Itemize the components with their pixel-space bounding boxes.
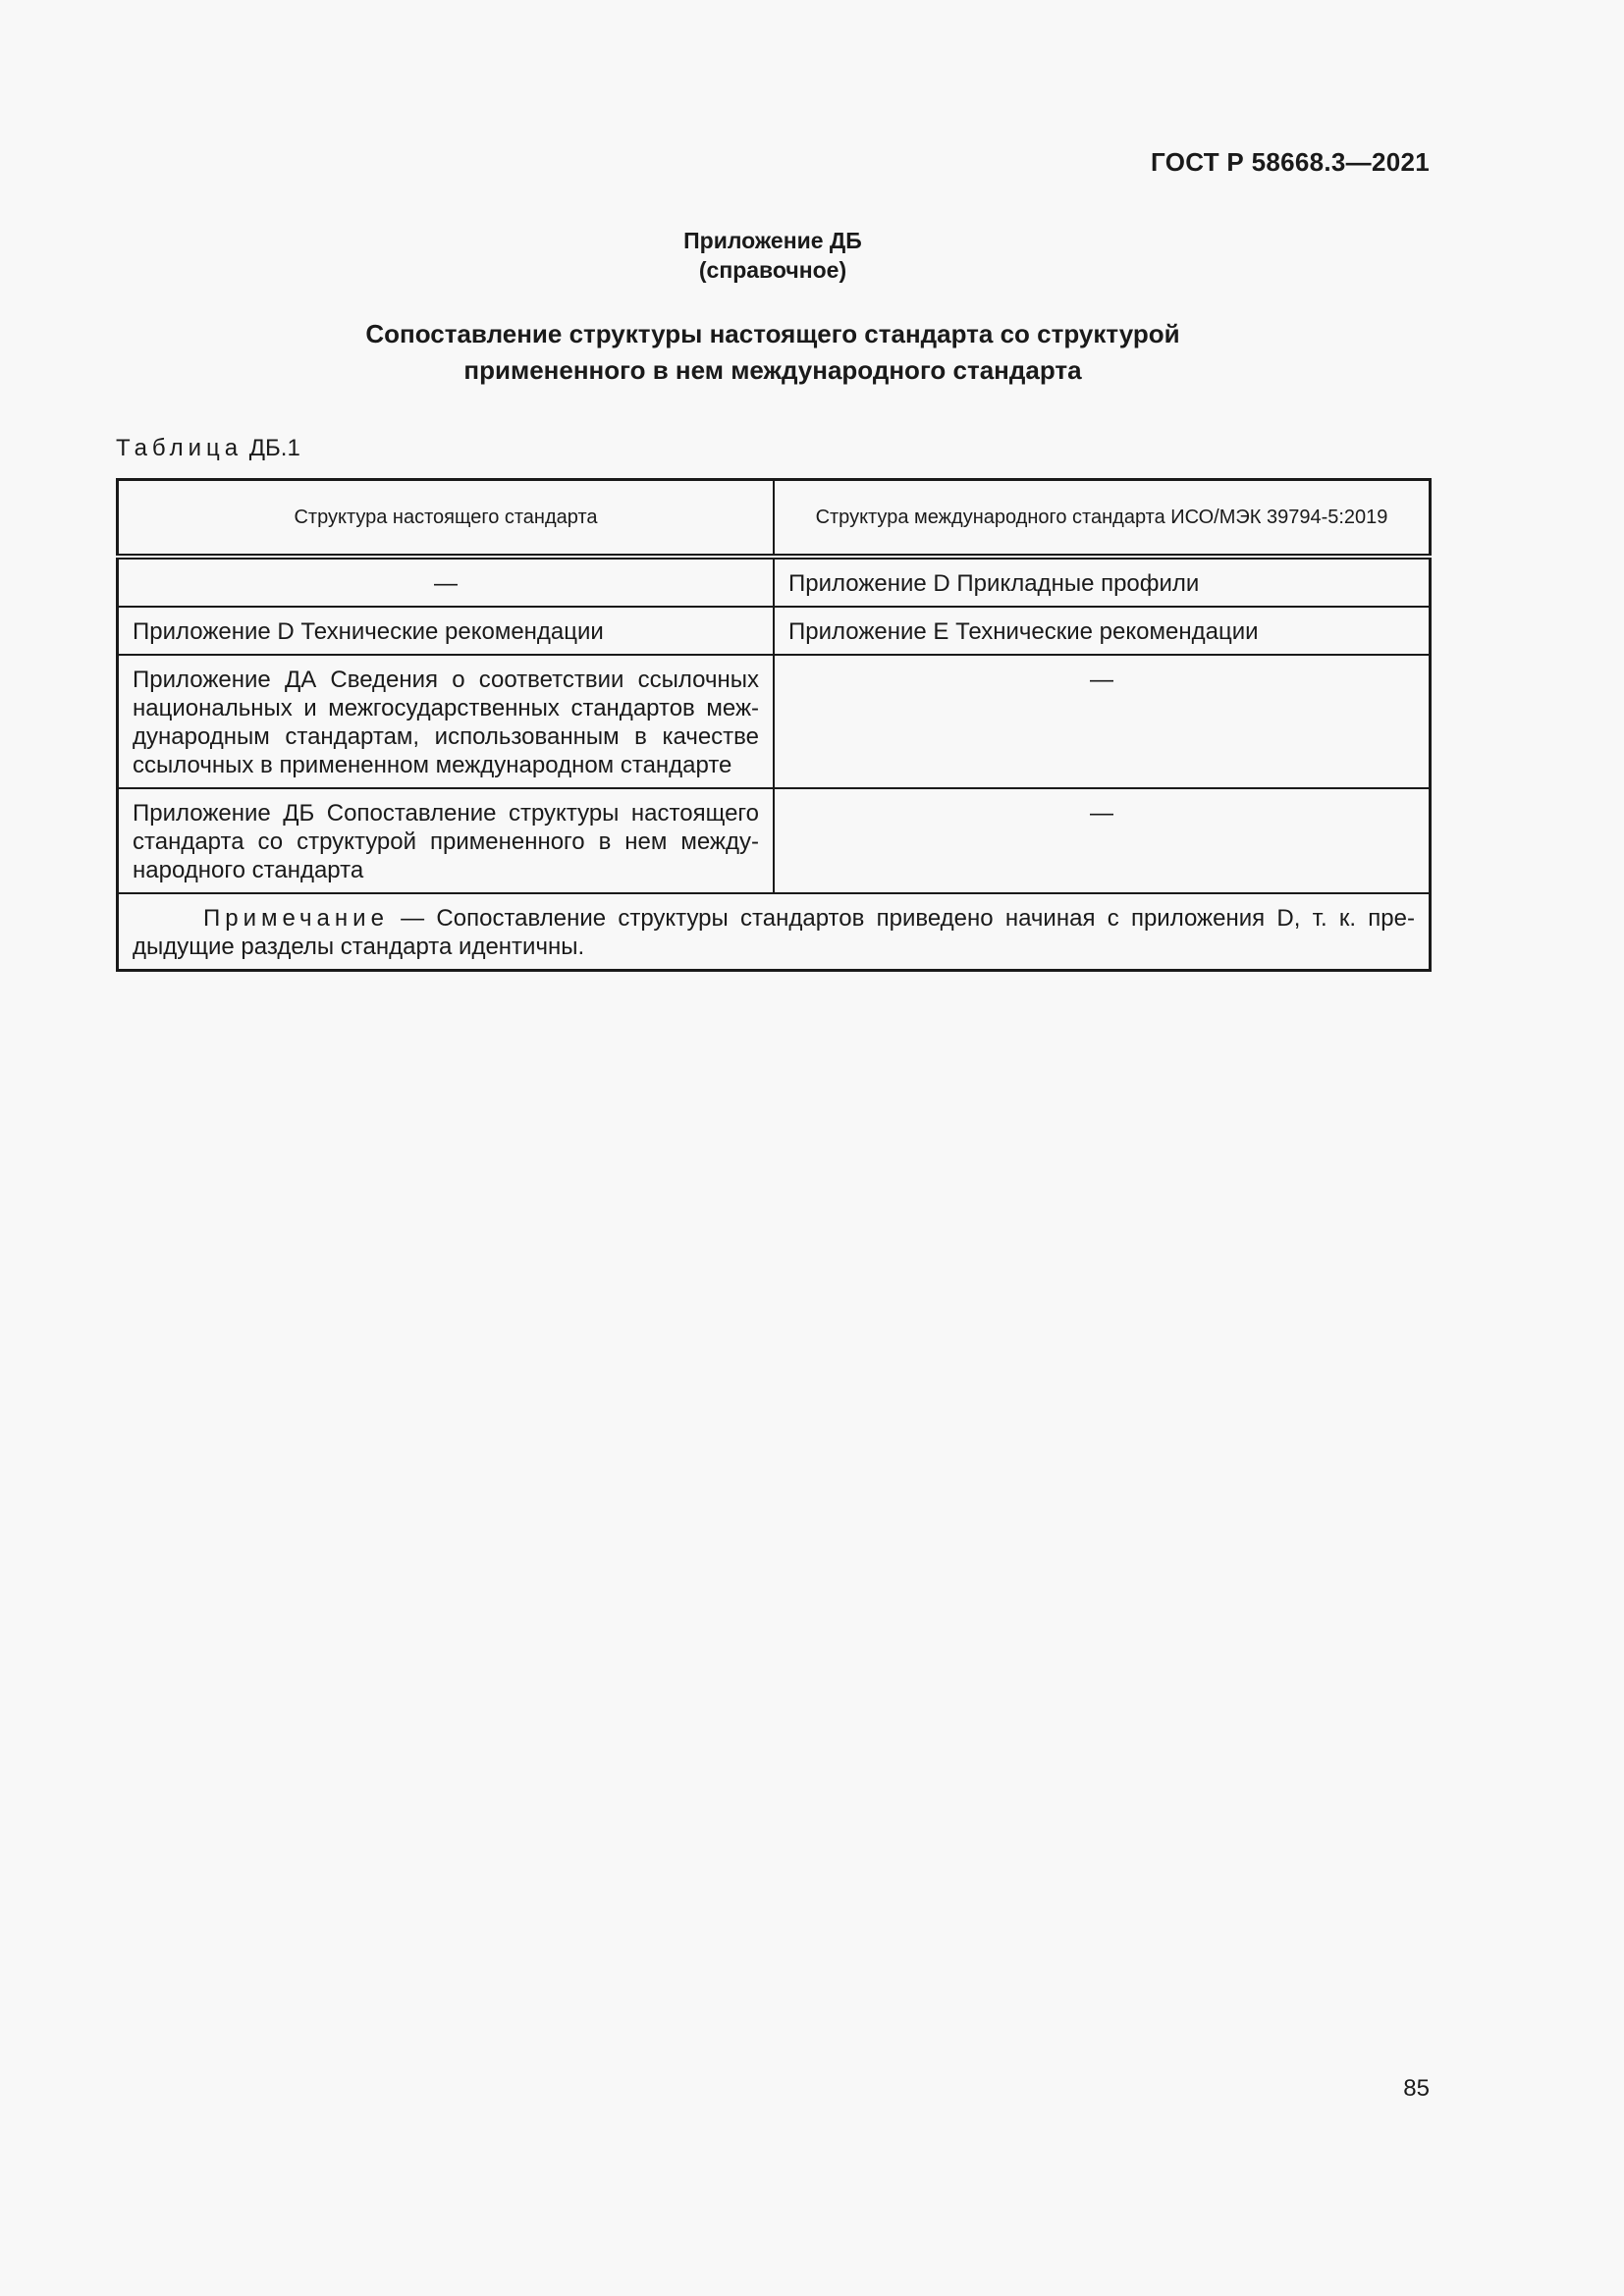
table-cell-international: Приложение D Прикладные профили	[774, 557, 1431, 607]
table-header-row	[118, 480, 1431, 558]
table-cell-international: —	[774, 788, 1431, 893]
table-note	[118, 893, 1431, 971]
table-cell-national: Приложение ДА Сведения о соответствии ссылочных национальных и межгосударственных стандартов международным стандартам, использованным в качестве ссылочных в примененном международном стандарте	[118, 655, 775, 788]
annex-name: Приложение ДБ	[683, 228, 862, 253]
column-header-national: Структура настоящего стандарта	[118, 480, 775, 558]
table-note-row	[118, 893, 1431, 971]
table-row	[118, 607, 1431, 655]
table-caption	[116, 435, 300, 462]
table-cell-international: Приложение Е Технические рекомендации	[774, 607, 1431, 655]
table-cell-national: —	[118, 557, 775, 607]
table-row	[118, 557, 1431, 607]
table-row	[118, 788, 1431, 893]
note-text: — Сопоставление структуры стандартов приведено начиная с приложения D, т. к. предыдущие разделы стандарта идентичны.	[133, 905, 1415, 960]
annex-title-line-2: примененного в нем международного стандарта	[463, 355, 1082, 385]
comparison-table	[116, 478, 1432, 972]
annex-title-line-1: Сопоставление структуры настоящего стандарта со структурой	[365, 319, 1180, 348]
table-cell-national: Приложение D Технические рекомендации	[118, 607, 775, 655]
table-caption-word: Таблица	[116, 435, 244, 461]
table-caption-number: ДБ.1	[248, 435, 300, 461]
table-cell-international: —	[774, 655, 1431, 788]
note-label: Примечание	[203, 905, 389, 932]
annex-kind: (справочное)	[698, 257, 847, 283]
annex-title	[0, 316, 1545, 389]
document-code: ГОСТ Р 58668.3—2021	[1151, 147, 1430, 177]
annex-heading	[0, 226, 1545, 285]
column-header-international: Структура международного стандарта ИСО/МЭК 39794-5:2019	[774, 480, 1431, 558]
page-number: 85	[1403, 2075, 1430, 2102]
table-cell-national: Приложение ДБ Сопоставление структуры настоящего стандарта со структурой примененного в нем международного стандарта	[118, 788, 775, 893]
table-row	[118, 655, 1431, 788]
